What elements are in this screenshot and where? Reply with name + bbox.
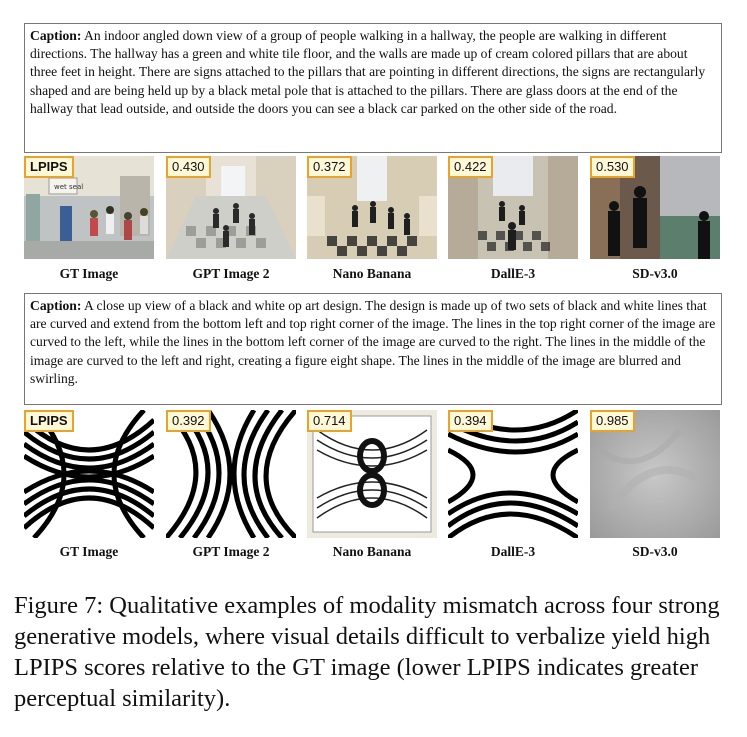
lpips-score-badge: 0.530 <box>590 156 635 178</box>
lpips-score-badge: 0.714 <box>307 410 352 432</box>
gt-image-op-art <box>24 410 154 538</box>
panel-label: Nano Banana <box>332 544 412 559</box>
gpt-image-2-hallway <box>166 156 296 259</box>
lpips-score-badge: 0.422 <box>448 156 493 178</box>
panel-label: GPT Image 2 <box>192 544 270 559</box>
panel-label: GPT Image 2 <box>192 266 270 281</box>
caption-text: An indoor angled down view of a group of people walking in a hallway, the people are walking in different directions. The hallway has a green and white tile floor, and the walls are made up of cream colored pillars that are about three feet in height. There are signs attached to the pillars that are pointing in different directions, the signs are rectangularly shaped and are being held up by a black metal pole that is attached to the pillars. There are glass doors at the end of the hallway that lead outside, and outside the doors you can see a black car parked on the other side of the road. <box>30 28 706 116</box>
gpt-image-2-op-art <box>166 410 296 538</box>
panel-gt-image <box>24 156 154 281</box>
lpips-score-badge: 0.430 <box>166 156 211 178</box>
figure-caption: Figure 7: Qualitative examples of modality mismatch across four strong generative models, where visual details difficult to verbalize yield high LPIPS scores relative to the GT image (lower LPIPS indicates greater perceptual similarity). <box>14 592 720 712</box>
panel-dalle-3 <box>448 156 578 281</box>
panel-label: GT Image <box>59 266 119 281</box>
panel-dalle-3 <box>448 410 578 559</box>
dalle-3-hallway <box>448 156 578 259</box>
panel-gpt-image-2 <box>166 410 296 559</box>
caption-box-example-1 <box>24 23 722 153</box>
panel-gt-image <box>24 410 154 559</box>
sd-v3-hallway <box>590 156 720 259</box>
sd-v3-op-art <box>590 410 720 538</box>
lpips-score-badge: 0.372 <box>307 156 352 178</box>
lpips-score-badge: 0.394 <box>448 410 493 432</box>
nano-banana-hallway <box>307 156 437 259</box>
panel-gpt-image-2 <box>166 156 296 281</box>
caption-box-example-2 <box>24 293 722 405</box>
panel-sd-v3 <box>590 410 720 559</box>
nano-banana-op-art <box>307 410 437 538</box>
panel-label: SD-v3.0 <box>632 266 678 281</box>
lpips-score-badge: 0.392 <box>166 410 211 432</box>
panel-label: GT Image <box>59 544 119 559</box>
caption-text: A close up view of a black and white op art design. The design is made up of two sets of black and white lines that are curved and extend from the bottom left and top right corner of the image. The lines in the top right corner of the image are curved to the left, while the lines in the bottom left corner of the image are curved to the right. The lines in the middle of the image are curved to the left and right, creating a figure eight shape. The lines in the middle of the image are blurred and swirling. <box>30 298 716 386</box>
panel-label: Nano Banana <box>332 266 412 281</box>
panel-label: SD-v3.0 <box>632 544 678 559</box>
svg-text:wet seal: wet seal <box>54 183 84 191</box>
lpips-badge: LPIPS <box>24 156 74 178</box>
panel-nano-banana <box>307 156 437 281</box>
panel-label: DallE-3 <box>490 266 536 281</box>
panel-sd-v3 <box>590 156 720 281</box>
caption-label: Caption: <box>30 298 82 313</box>
dalle-3-op-art <box>448 410 578 538</box>
panel-label: DallE-3 <box>490 544 536 559</box>
caption-label: Caption: <box>30 28 82 43</box>
image-row-example-2 <box>24 410 724 559</box>
panel-nano-banana <box>307 410 437 559</box>
image-row-example-1 <box>24 156 724 281</box>
lpips-score-badge: 0.985 <box>590 410 635 432</box>
gt-image-hallway <box>24 156 154 259</box>
lpips-badge: LPIPS <box>24 410 74 432</box>
